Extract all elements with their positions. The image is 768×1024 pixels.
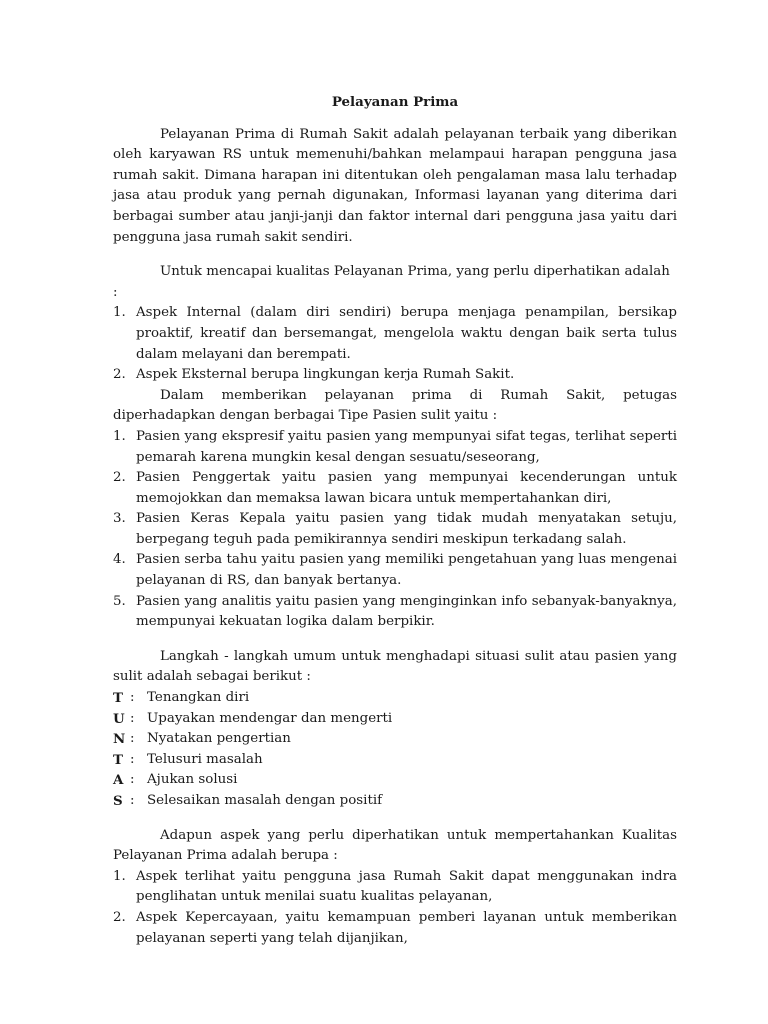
tunas-row	[113, 688, 677, 709]
list-item-text: Pasien yang analitis yaitu pasien yang menginginkan info sebanyak-banyaknya, mempunyai kekuatan logika dalam berpikir.	[136, 593, 677, 630]
tunas-letter: A	[113, 772, 124, 789]
tunas-letter: N	[113, 731, 126, 748]
tunas-row	[113, 770, 677, 791]
intro-paragraph: Pelayanan Prima di Rumah Sakit adalah pelayanan terbaik yang diberikan oleh karyawan RS untuk memenuhi/bahkan melampaui harapan pengguna jasa rumah sakit. Dimana harapan ini ditentukan oleh pengalaman masa lalu terhadap jasa atau produk yang pernah digunakan, Informasi layanan yang diterima dari berbagai sumber atau janji-janji dan faktor internal dari pengguna jasa yaitu dari pengguna jasa rumah sakit sendiri.	[113, 126, 677, 245]
quality-intro-paragraph: Untuk mencapai kualitas Pelayanan Prima, yang perlu diperhatikan adalah :	[113, 264, 670, 300]
list-item	[113, 867, 677, 908]
tunas-list	[113, 688, 677, 812]
tunas-letter: S	[113, 793, 123, 809]
list-item-text: Pasien Keras Kepala yaitu pasien yang tidak mudah menyatakan setuju, berpegang teguh pada pemikirannya sendiri meskipun terkadang salah.	[136, 511, 677, 547]
tunas-text: Telusuri masalah	[147, 751, 263, 767]
list-item	[113, 509, 677, 550]
list-item-text: Aspek Eksternal berupa lingkungan kerja Rumah Sakit.	[136, 367, 515, 383]
tunas-colon: :	[130, 690, 135, 706]
spacer	[113, 633, 677, 647]
patient-types-list	[113, 427, 677, 633]
patient-intro-paragraph: Dalam memberikan pelayanan prima di Rumah Sakit, petugas diperhadapkan dengan berbagai Tipe Pasien sulit yaitu :	[113, 387, 677, 424]
tunas-colon: :	[130, 710, 135, 726]
aspects-intro-paragraph: Adapun aspek yang perlu diperhatikan untuk mempertahankan Kualitas Pelayanan Prima adalah berupa :	[113, 827, 677, 864]
tunas-text: Selesaikan masalah dengan positif	[147, 793, 383, 808]
list-number: 1.	[113, 305, 126, 321]
tunas-letter: T	[113, 751, 123, 768]
list-item	[113, 592, 677, 633]
tunas-text: Ajukan solusi	[147, 772, 238, 788]
tunas-text: Nyatakan pengertian	[147, 731, 291, 747]
tunas-row	[113, 709, 677, 730]
list-number: 4.	[113, 552, 126, 568]
list-item-text: Aspek Internal (dalam diri sendiri) berupa menjaga penampilan, bersikap proaktif, kreatif dan bersemangat, mengelola waktu dengan baik serta tulus dalam melayani dan berempati.	[136, 305, 677, 362]
list-item	[113, 468, 677, 509]
tunas-text: Tenangkan diri	[147, 690, 250, 706]
tunas-colon: :	[130, 772, 135, 788]
list-item-text: Pasien yang ekspresif yaitu pasien yang mempunyai sifat tegas, terlihat seperti pemarah karena mungkin kesal dengan sesuatu/seseorang,	[136, 428, 677, 465]
list-number: 1.	[113, 428, 126, 444]
tunas-text: Upayakan mendengar dan mengerti	[147, 710, 393, 726]
list-number: 5.	[113, 593, 126, 609]
aspects-list	[113, 867, 677, 949]
document-page	[113, 92, 677, 949]
spacer	[113, 248, 677, 262]
spacer	[113, 812, 677, 826]
list-item-text: Aspek Kepercayaan, yaitu kemampuan pemberi layanan untuk memberikan pelayanan seperti yang telah dijanjikan,	[136, 909, 677, 946]
list-item-text: Pasien serba tahu yaitu pasien yang memiliki pengetahuan yang luas mengenai pelayanan di RS, dan banyak bertanya.	[136, 552, 677, 589]
list-number: 1.	[113, 868, 126, 884]
list-item	[113, 908, 677, 949]
tunas-colon: :	[130, 751, 135, 767]
tunas-row	[113, 729, 677, 750]
tunas-colon: :	[130, 793, 135, 808]
list-number: 2.	[113, 470, 126, 486]
quality-list	[113, 303, 677, 385]
list-item-text: Aspek terlihat yaitu pengguna jasa Rumah Sakit dapat menggunakan indra penglihatan untuk menilai suatu kualitas pelayanan,	[136, 868, 677, 905]
list-number: 2.	[113, 909, 126, 925]
list-number: 3.	[113, 511, 126, 527]
tunas-letter: U	[113, 710, 125, 727]
list-item	[113, 365, 677, 386]
list-number: 2.	[113, 367, 126, 383]
list-item	[113, 550, 677, 591]
document-title: Pelayanan Prima	[331, 94, 459, 110]
tunas-colon: :	[130, 731, 135, 747]
tunas-row	[113, 791, 677, 812]
list-item	[113, 427, 677, 468]
tunas-row	[113, 750, 677, 771]
steps-intro-paragraph: Langkah - langkah umum untuk menghadapi situasi sulit atau pasien yang sulit adalah sebagai berikut :	[113, 648, 677, 685]
tunas-letter: T	[113, 690, 123, 707]
list-item	[113, 303, 677, 365]
list-item-text: Pasien Penggertak yaitu pasien yang mempunyai kecenderungan untuk memojokkan dan memaksa lawan bicara untuk mempertahankan diri,	[136, 470, 677, 506]
